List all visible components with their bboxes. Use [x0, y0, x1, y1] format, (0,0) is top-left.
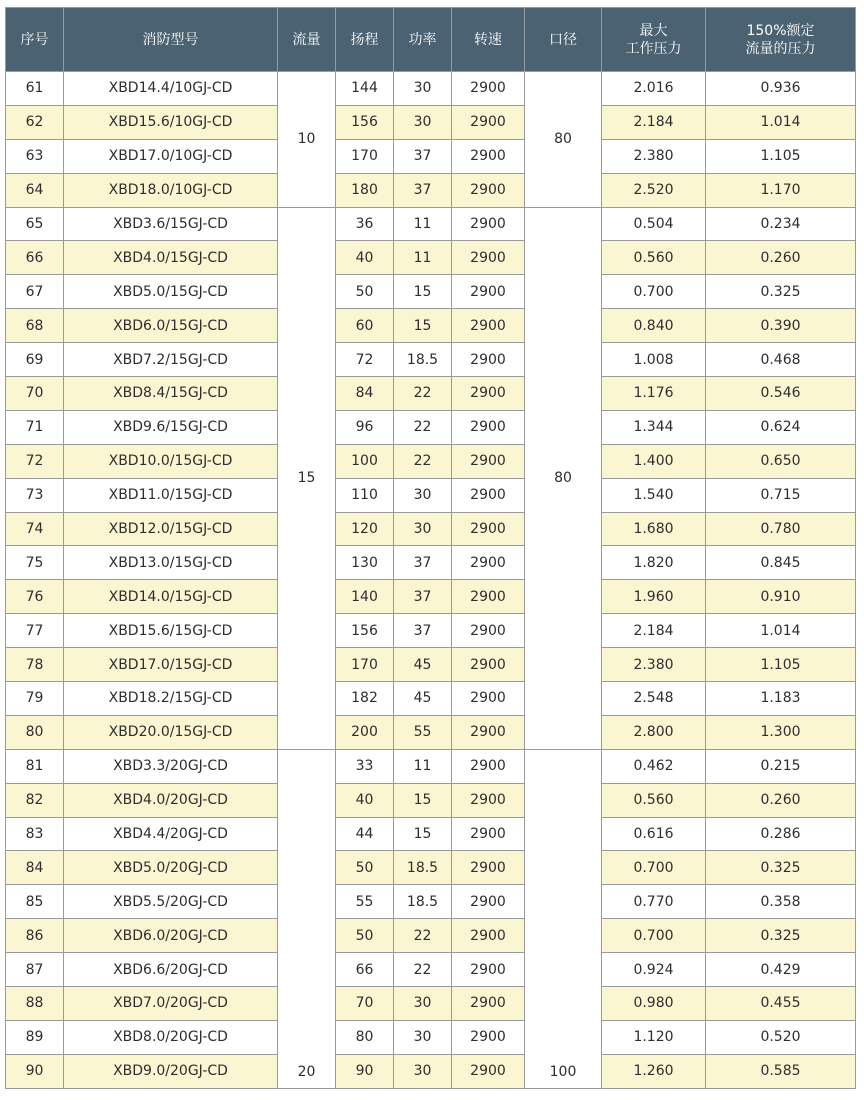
cell-rated-pressure: 0.234	[706, 207, 856, 241]
cell-max-pressure: 1.540	[602, 478, 706, 512]
cell-power: 37	[394, 173, 452, 207]
cell-model: XBD15.6/15GJ-CD	[64, 614, 278, 648]
cell-max-pressure: 2.380	[602, 139, 706, 173]
cell-head: 70	[336, 987, 394, 1021]
cell-rated-pressure: 0.585	[706, 1054, 856, 1088]
cell-diameter-group: 80	[525, 207, 602, 749]
cell-head: 200	[336, 715, 394, 749]
cell-index: 61	[6, 72, 64, 106]
cell-model: XBD3.3/20GJ-CD	[64, 749, 278, 783]
cell-max-pressure: 1.680	[602, 512, 706, 546]
cell-index: 87	[6, 953, 64, 987]
cell-head: 90	[336, 1054, 394, 1088]
cell-model: XBD6.6/20GJ-CD	[64, 953, 278, 987]
cell-speed: 2900	[452, 275, 525, 309]
cell-index: 78	[6, 648, 64, 682]
cell-max-pressure: 1.960	[602, 580, 706, 614]
table-row	[6, 309, 856, 343]
cell-power: 45	[394, 682, 452, 716]
cell-power: 22	[394, 377, 452, 411]
cell-speed: 2900	[452, 241, 525, 275]
cell-speed: 2900	[452, 478, 525, 512]
cell-power: 15	[394, 817, 452, 851]
header-row	[6, 8, 856, 72]
cell-diameter-group: 80	[525, 72, 602, 208]
cell-rated-pressure: 0.715	[706, 478, 856, 512]
cell-max-pressure: 2.520	[602, 173, 706, 207]
table-row	[6, 885, 856, 919]
table-row	[6, 275, 856, 309]
cell-head: 50	[336, 275, 394, 309]
cell-model: XBD15.6/10GJ-CD	[64, 105, 278, 139]
table-row	[6, 919, 856, 953]
cell-speed: 2900	[452, 580, 525, 614]
table-row	[6, 410, 856, 444]
cell-model: XBD17.0/15GJ-CD	[64, 648, 278, 682]
cell-max-pressure: 1.820	[602, 546, 706, 580]
cell-head: 130	[336, 546, 394, 580]
cell-max-pressure: 1.008	[602, 343, 706, 377]
cell-model: XBD4.0/20GJ-CD	[64, 783, 278, 817]
cell-model: XBD3.6/15GJ-CD	[64, 207, 278, 241]
cell-model: XBD5.5/20GJ-CD	[64, 885, 278, 919]
cell-speed: 2900	[452, 953, 525, 987]
cell-power: 45	[394, 648, 452, 682]
cell-rated-pressure: 0.390	[706, 309, 856, 343]
cell-max-pressure: 1.260	[602, 1054, 706, 1088]
table-row	[6, 682, 856, 716]
cell-head: 66	[336, 953, 394, 987]
table-body	[6, 72, 856, 1089]
pump-spec-table	[5, 7, 856, 1089]
cell-model: XBD18.0/10GJ-CD	[64, 173, 278, 207]
cell-rated-pressure: 0.325	[706, 851, 856, 885]
cell-head: 40	[336, 783, 394, 817]
table-row	[6, 953, 856, 987]
cell-speed: 2900	[452, 783, 525, 817]
cell-max-pressure: 2.184	[602, 614, 706, 648]
cell-power: 11	[394, 241, 452, 275]
cell-power: 30	[394, 1020, 452, 1054]
cell-power: 55	[394, 715, 452, 749]
header-rated-pressure	[706, 8, 856, 72]
cell-max-pressure: 0.462	[602, 749, 706, 783]
cell-speed: 2900	[452, 410, 525, 444]
cell-head: 84	[336, 377, 394, 411]
cell-power: 30	[394, 72, 452, 106]
cell-power: 30	[394, 1054, 452, 1088]
header-power: 功率	[394, 8, 452, 72]
cell-model: XBD6.0/20GJ-CD	[64, 919, 278, 953]
cell-head: 36	[336, 207, 394, 241]
cell-index: 62	[6, 105, 64, 139]
cell-max-pressure: 0.700	[602, 275, 706, 309]
cell-model: XBD8.4/15GJ-CD	[64, 377, 278, 411]
cell-head: 60	[336, 309, 394, 343]
cell-rated-pressure: 0.910	[706, 580, 856, 614]
cell-speed: 2900	[452, 1054, 525, 1088]
cell-max-pressure: 2.184	[602, 105, 706, 139]
cell-speed: 2900	[452, 139, 525, 173]
cell-index: 88	[6, 987, 64, 1021]
header-speed: 转速	[452, 8, 525, 72]
cell-index: 65	[6, 207, 64, 241]
cell-index: 84	[6, 851, 64, 885]
cell-head: 55	[336, 885, 394, 919]
cell-power: 30	[394, 987, 452, 1021]
table-row	[6, 648, 856, 682]
cell-head: 96	[336, 410, 394, 444]
table-row	[6, 377, 856, 411]
cell-speed: 2900	[452, 648, 525, 682]
cell-head: 156	[336, 105, 394, 139]
table-row	[6, 749, 856, 783]
cell-power: 18.5	[394, 851, 452, 885]
cell-speed: 2900	[452, 817, 525, 851]
cell-speed: 2900	[452, 105, 525, 139]
table-row	[6, 614, 856, 648]
cell-speed: 2900	[452, 546, 525, 580]
cell-head: 180	[336, 173, 394, 207]
cell-max-pressure: 1.344	[602, 410, 706, 444]
table-row	[6, 580, 856, 614]
cell-index: 90	[6, 1054, 64, 1088]
cell-speed: 2900	[452, 682, 525, 716]
cell-speed: 2900	[452, 444, 525, 478]
cell-head: 40	[336, 241, 394, 275]
cell-index: 82	[6, 783, 64, 817]
cell-max-pressure: 0.924	[602, 953, 706, 987]
cell-rated-pressure: 0.624	[706, 410, 856, 444]
cell-power: 11	[394, 749, 452, 783]
cell-power: 30	[394, 512, 452, 546]
header-max-pressure-line2: 工作压力	[625, 40, 682, 57]
cell-model: XBD5.0/15GJ-CD	[64, 275, 278, 309]
cell-index: 80	[6, 715, 64, 749]
cell-speed: 2900	[452, 614, 525, 648]
cell-power: 15	[394, 309, 452, 343]
cell-speed: 2900	[452, 885, 525, 919]
header-head: 扬程	[336, 8, 394, 72]
cell-speed: 2900	[452, 512, 525, 546]
table-row	[6, 512, 856, 546]
table-row	[6, 72, 856, 106]
cell-speed: 2900	[452, 72, 525, 106]
cell-index: 72	[6, 444, 64, 478]
cell-head: 50	[336, 919, 394, 953]
cell-speed: 2900	[452, 377, 525, 411]
cell-model: XBD7.2/15GJ-CD	[64, 343, 278, 377]
cell-rated-pressure: 1.105	[706, 139, 856, 173]
cell-speed: 2900	[452, 309, 525, 343]
cell-rated-pressure: 0.468	[706, 343, 856, 377]
cell-head: 140	[336, 580, 394, 614]
cell-index: 66	[6, 241, 64, 275]
cell-head: 50	[336, 851, 394, 885]
cell-max-pressure: 0.700	[602, 851, 706, 885]
cell-max-pressure: 2.548	[602, 682, 706, 716]
cell-model: XBD7.0/20GJ-CD	[64, 987, 278, 1021]
cell-power: 30	[394, 105, 452, 139]
header-diameter: 口径	[525, 8, 602, 72]
cell-index: 67	[6, 275, 64, 309]
cell-rated-pressure: 0.936	[706, 72, 856, 106]
table-row	[6, 1020, 856, 1054]
cell-model: XBD9.6/15GJ-CD	[64, 410, 278, 444]
cell-index: 68	[6, 309, 64, 343]
cell-head: 80	[336, 1020, 394, 1054]
header-index: 序号	[6, 8, 64, 72]
cell-index: 71	[6, 410, 64, 444]
cell-max-pressure: 0.700	[602, 919, 706, 953]
cell-rated-pressure: 0.325	[706, 275, 856, 309]
cell-model: XBD12.0/15GJ-CD	[64, 512, 278, 546]
cell-model: XBD14.0/15GJ-CD	[64, 580, 278, 614]
cell-power: 22	[394, 919, 452, 953]
cell-rated-pressure: 1.105	[706, 648, 856, 682]
cell-speed: 2900	[452, 919, 525, 953]
cell-index: 76	[6, 580, 64, 614]
cell-max-pressure: 1.176	[602, 377, 706, 411]
cell-max-pressure: 2.016	[602, 72, 706, 106]
table-row	[6, 343, 856, 377]
cell-rated-pressure: 1.014	[706, 105, 856, 139]
table-row	[6, 546, 856, 580]
cell-speed: 2900	[452, 749, 525, 783]
cell-flow-group: 20	[278, 749, 336, 1088]
table-row	[6, 1054, 856, 1088]
cell-head: 144	[336, 72, 394, 106]
cell-model: XBD9.0/20GJ-CD	[64, 1054, 278, 1088]
cell-head: 100	[336, 444, 394, 478]
header-model: 消防型号	[64, 8, 278, 72]
cell-power: 22	[394, 444, 452, 478]
cell-index: 70	[6, 377, 64, 411]
cell-rated-pressure: 1.183	[706, 682, 856, 716]
cell-power: 37	[394, 580, 452, 614]
cell-power: 37	[394, 546, 452, 580]
table-row	[6, 173, 856, 207]
cell-power: 22	[394, 410, 452, 444]
cell-max-pressure: 0.504	[602, 207, 706, 241]
cell-model: XBD5.0/20GJ-CD	[64, 851, 278, 885]
cell-model: XBD14.4/10GJ-CD	[64, 72, 278, 106]
table-row	[6, 241, 856, 275]
cell-power: 18.5	[394, 885, 452, 919]
cell-power: 37	[394, 614, 452, 648]
cell-max-pressure: 0.560	[602, 241, 706, 275]
cell-index: 77	[6, 614, 64, 648]
cell-head: 170	[336, 648, 394, 682]
cell-model: XBD11.0/15GJ-CD	[64, 478, 278, 512]
cell-model: XBD4.0/15GJ-CD	[64, 241, 278, 275]
header-max-pressure-line1: 最大	[639, 22, 668, 39]
table-row	[6, 105, 856, 139]
cell-power: 37	[394, 139, 452, 173]
cell-index: 86	[6, 919, 64, 953]
table-row	[6, 987, 856, 1021]
cell-rated-pressure: 0.286	[706, 817, 856, 851]
cell-max-pressure: 2.800	[602, 715, 706, 749]
cell-rated-pressure: 0.260	[706, 783, 856, 817]
header-max-pressure	[602, 8, 706, 72]
cell-model: XBD13.0/15GJ-CD	[64, 546, 278, 580]
cell-power: 15	[394, 783, 452, 817]
cell-head: 120	[336, 512, 394, 546]
cell-head: 170	[336, 139, 394, 173]
cell-flow-group: 10	[278, 72, 336, 208]
cell-rated-pressure: 0.325	[706, 919, 856, 953]
cell-model: XBD18.2/15GJ-CD	[64, 682, 278, 716]
cell-max-pressure: 0.560	[602, 783, 706, 817]
cell-power: 22	[394, 953, 452, 987]
cell-max-pressure: 0.616	[602, 817, 706, 851]
table-row	[6, 478, 856, 512]
cell-diameter-group: 100	[525, 749, 602, 1088]
cell-head: 110	[336, 478, 394, 512]
cell-flow-group: 15	[278, 207, 336, 749]
cell-speed: 2900	[452, 1020, 525, 1054]
cell-index: 83	[6, 817, 64, 851]
header-rated-pressure-line2: 流量的压力	[745, 40, 816, 57]
cell-speed: 2900	[452, 987, 525, 1021]
cell-rated-pressure: 0.780	[706, 512, 856, 546]
cell-model: XBD4.4/20GJ-CD	[64, 817, 278, 851]
cell-max-pressure: 1.120	[602, 1020, 706, 1054]
table-row	[6, 444, 856, 478]
cell-model: XBD10.0/15GJ-CD	[64, 444, 278, 478]
cell-index: 73	[6, 478, 64, 512]
cell-max-pressure: 1.400	[602, 444, 706, 478]
cell-index: 85	[6, 885, 64, 919]
table-row	[6, 851, 856, 885]
cell-power: 11	[394, 207, 452, 241]
cell-speed: 2900	[452, 173, 525, 207]
cell-max-pressure: 2.380	[602, 648, 706, 682]
header-rated-pressure-line1: 150%额定	[746, 22, 815, 39]
cell-rated-pressure: 0.520	[706, 1020, 856, 1054]
table-row	[6, 817, 856, 851]
cell-index: 79	[6, 682, 64, 716]
cell-rated-pressure: 1.300	[706, 715, 856, 749]
cell-head: 182	[336, 682, 394, 716]
cell-speed: 2900	[452, 851, 525, 885]
cell-rated-pressure: 0.358	[706, 885, 856, 919]
cell-model: XBD6.0/15GJ-CD	[64, 309, 278, 343]
cell-speed: 2900	[452, 715, 525, 749]
cell-model: XBD8.0/20GJ-CD	[64, 1020, 278, 1054]
cell-model: XBD17.0/10GJ-CD	[64, 139, 278, 173]
cell-rated-pressure: 1.170	[706, 173, 856, 207]
cell-index: 74	[6, 512, 64, 546]
cell-index: 63	[6, 139, 64, 173]
cell-index: 89	[6, 1020, 64, 1054]
cell-head: 72	[336, 343, 394, 377]
cell-max-pressure: 0.840	[602, 309, 706, 343]
cell-head: 156	[336, 614, 394, 648]
cell-speed: 2900	[452, 207, 525, 241]
cell-index: 81	[6, 749, 64, 783]
cell-power: 15	[394, 275, 452, 309]
cell-head: 33	[336, 749, 394, 783]
table-row	[6, 207, 856, 241]
cell-rated-pressure: 0.455	[706, 987, 856, 1021]
table-row	[6, 139, 856, 173]
cell-max-pressure: 0.770	[602, 885, 706, 919]
header-flow: 流量	[278, 8, 336, 72]
cell-rated-pressure: 0.429	[706, 953, 856, 987]
cell-index: 64	[6, 173, 64, 207]
pump-spec-table-wrapper	[5, 7, 856, 1089]
cell-rated-pressure: 1.014	[706, 614, 856, 648]
cell-rated-pressure: 0.260	[706, 241, 856, 275]
cell-model: XBD20.0/15GJ-CD	[64, 715, 278, 749]
cell-speed: 2900	[452, 343, 525, 377]
cell-power: 30	[394, 478, 452, 512]
cell-rated-pressure: 0.650	[706, 444, 856, 478]
cell-max-pressure: 0.980	[602, 987, 706, 1021]
cell-index: 69	[6, 343, 64, 377]
table-row	[6, 715, 856, 749]
cell-power: 18.5	[394, 343, 452, 377]
cell-head: 44	[336, 817, 394, 851]
cell-rated-pressure: 0.215	[706, 749, 856, 783]
table-row	[6, 783, 856, 817]
cell-rated-pressure: 0.546	[706, 377, 856, 411]
cell-rated-pressure: 0.845	[706, 546, 856, 580]
cell-index: 75	[6, 546, 64, 580]
